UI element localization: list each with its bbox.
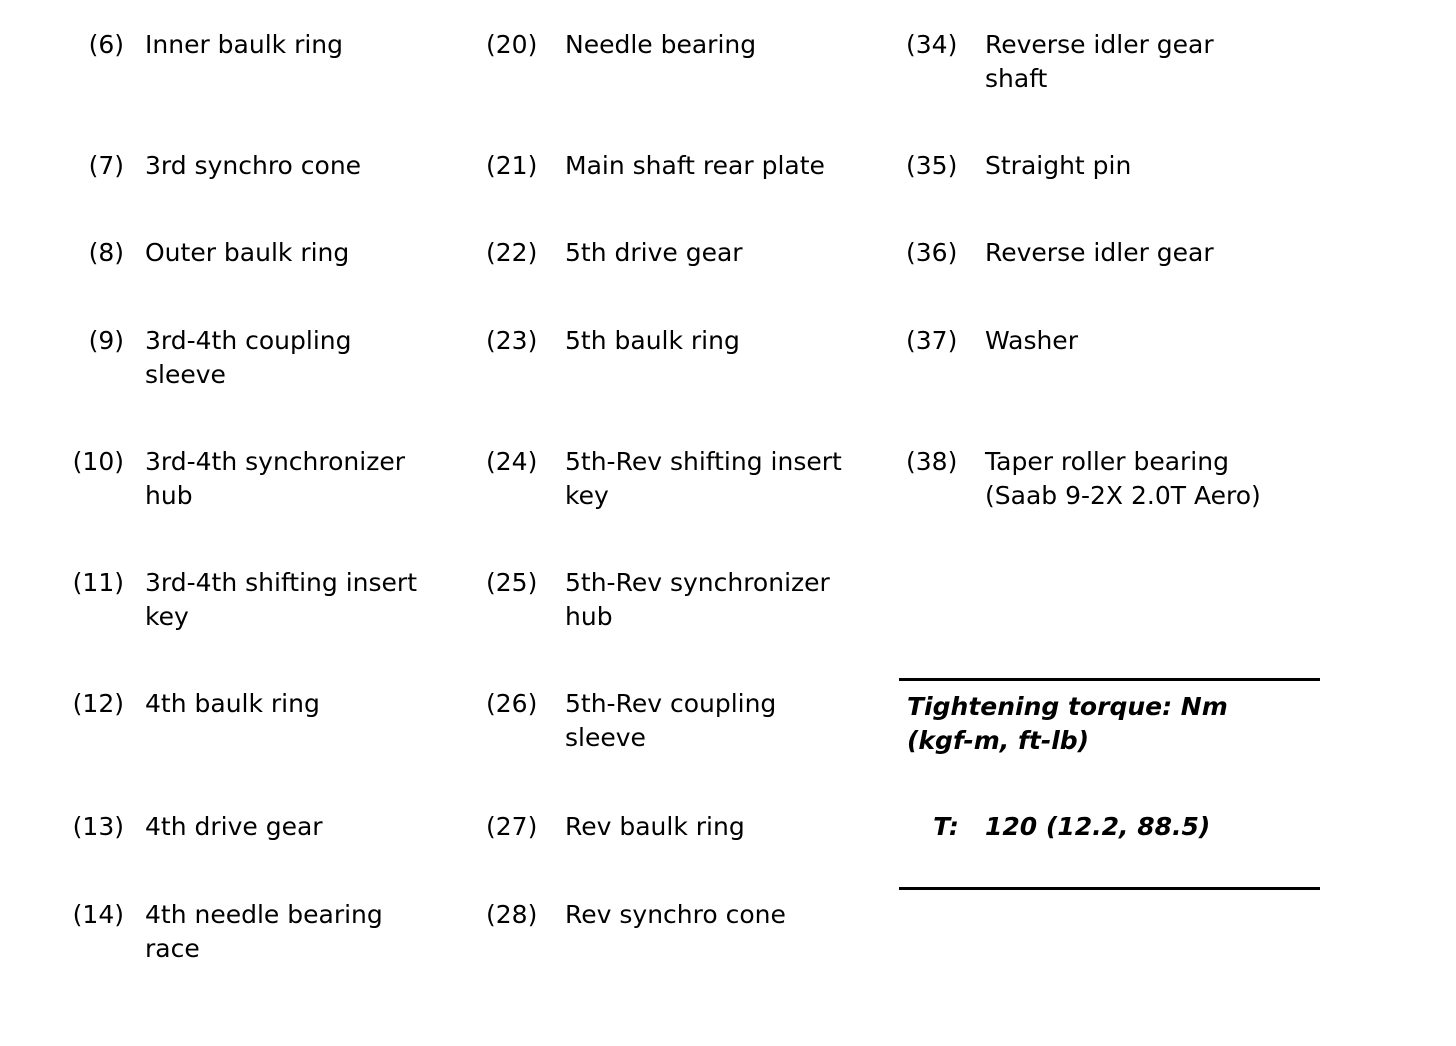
part-item (486, 324, 740, 358)
part-item (66, 898, 383, 966)
part-item (906, 324, 1078, 358)
part-item (906, 149, 1131, 183)
part-name: Reverse idler gear shaft (985, 30, 1214, 93)
part-item (486, 566, 830, 634)
part-item (66, 810, 323, 844)
torque-heading: Tightening torque: Nm (kgf-m, ft-lb) (907, 692, 1228, 755)
part-name: Outer baulk ring (145, 238, 350, 267)
part-name: 4th needle bearing race (145, 900, 383, 963)
part-number: (20) (486, 30, 538, 59)
part-number: (11) (72, 568, 124, 597)
part-number: (10) (72, 447, 124, 476)
part-item (66, 236, 349, 270)
part-number: (7) (88, 151, 124, 180)
part-name: Reverse idler gear (985, 238, 1214, 267)
part-number: (34) (906, 30, 958, 59)
part-number: (8) (88, 238, 124, 267)
part-item (66, 149, 361, 183)
part-name: 5th-Rev synchronizer hub (565, 568, 830, 631)
part-number: (24) (486, 447, 538, 476)
part-name: Inner baulk ring (145, 30, 344, 59)
torque-spec (907, 810, 1210, 844)
part-name: 3rd-4th coupling sleeve (145, 326, 352, 389)
part-name: 5th drive gear (565, 238, 743, 267)
top-divider (899, 678, 1320, 681)
part-item (906, 236, 1214, 270)
part-number: (25) (486, 568, 538, 597)
part-name: 3rd synchro cone (145, 151, 362, 180)
part-number: (14) (72, 900, 124, 929)
part-name: Rev synchro cone (565, 900, 786, 929)
part-name: 5th-Rev shifting insert key (565, 447, 842, 510)
part-item (906, 28, 1214, 96)
part-number: (38) (906, 447, 958, 476)
part-number: (12) (72, 689, 124, 718)
part-name: Washer (985, 326, 1078, 355)
part-item (486, 236, 743, 270)
part-number: (27) (486, 812, 538, 841)
part-number: (13) (72, 812, 124, 841)
part-item (486, 898, 786, 932)
part-name: 3rd-4th synchronizer hub (145, 447, 405, 510)
part-item (66, 445, 405, 513)
part-name: Taper roller bearing (Saab 9-2X 2.0T Aero) (985, 447, 1261, 510)
part-number: (23) (486, 326, 538, 355)
part-name: 3rd-4th shifting insert key (145, 568, 417, 631)
part-item (486, 28, 756, 62)
part-name: 4th baulk ring (145, 689, 320, 718)
part-item (66, 28, 343, 62)
part-item (486, 149, 825, 183)
bottom-divider (899, 887, 1320, 890)
part-number: (35) (906, 151, 958, 180)
part-number: (6) (88, 30, 124, 59)
part-number: (37) (906, 326, 958, 355)
part-item (66, 566, 417, 634)
part-number: (22) (486, 238, 538, 267)
part-name: 4th drive gear (145, 812, 323, 841)
part-item (66, 324, 352, 392)
part-name: 5th-Rev coupling sleeve (565, 689, 777, 752)
part-number: (21) (486, 151, 538, 180)
part-number: (9) (88, 326, 124, 355)
part-number: (26) (486, 689, 538, 718)
part-item (486, 810, 745, 844)
part-item (486, 445, 842, 513)
part-name: Needle bearing (565, 30, 757, 59)
part-item (486, 687, 776, 755)
part-number: (28) (486, 900, 538, 929)
part-name: 5th baulk ring (565, 326, 740, 355)
part-item (66, 687, 320, 721)
part-name: Rev baulk ring (565, 812, 745, 841)
part-name: Straight pin (985, 151, 1132, 180)
tightening-torque-box (899, 678, 1320, 890)
part-number: (36) (906, 238, 958, 267)
part-name: Main shaft rear plate (565, 151, 825, 180)
torque-symbol: T: (933, 812, 959, 841)
torque-value: 120 (12.2, 88.5) (985, 812, 1211, 841)
part-item (906, 445, 1261, 513)
